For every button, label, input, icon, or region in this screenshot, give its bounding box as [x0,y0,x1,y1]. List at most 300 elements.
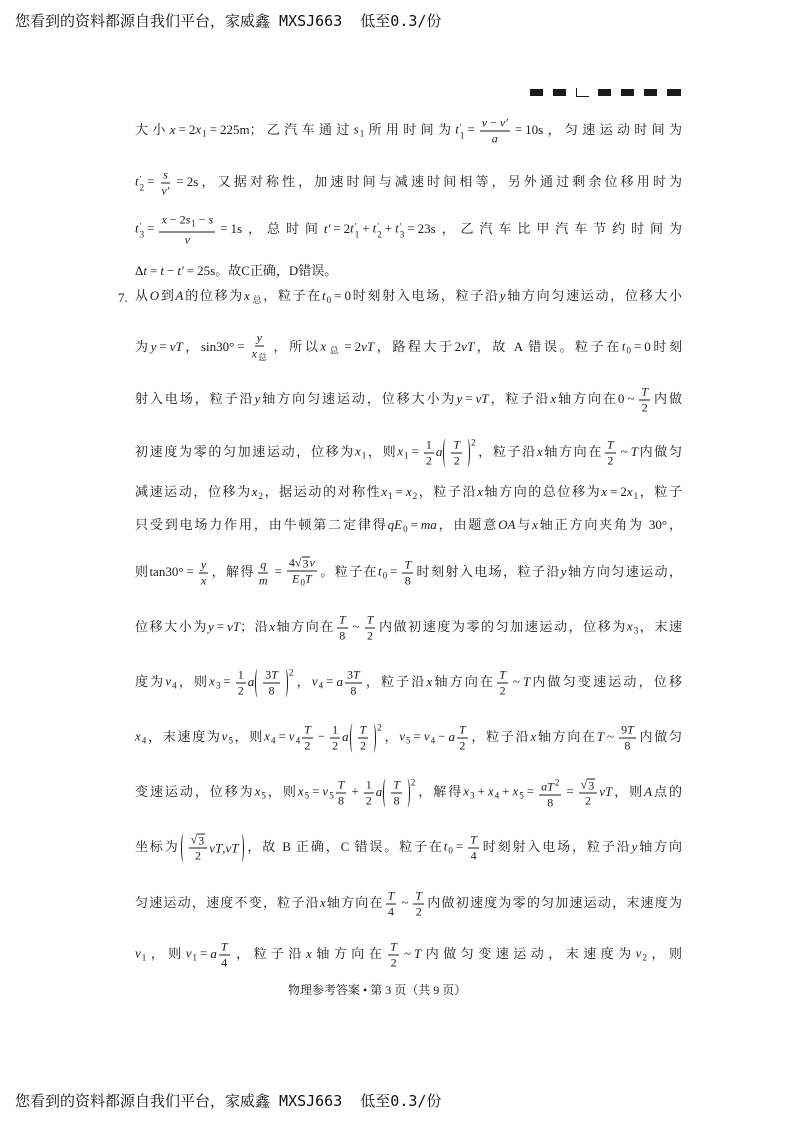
math-variable-base: vT [169,338,183,354]
math-variable-base: x [319,894,326,910]
text-run: 变速运动，位移为 [135,783,255,799]
math-variable-base: t [372,220,377,236]
right-parenthesis [405,779,410,808]
math-variable-base: T [499,667,506,682]
text-run: 时刻射入电场，粒子沿 [415,563,561,579]
parenthesized-expression [181,834,245,863]
math-operator: = [526,783,535,799]
math-operator: = [334,288,342,303]
math-variable-base: T [414,945,422,961]
math-variable-base: t [160,263,164,278]
fraction-denominator [183,233,192,247]
text-run: ，据运动的对称性 [263,484,382,499]
math-variable [209,840,222,856]
math-variable-base: T [304,571,312,586]
text-line [135,288,682,308]
math-symbol: 2 [343,220,351,236]
math-variable [260,558,266,572]
fraction-numerator [579,779,598,794]
fraction-denominator [159,184,171,198]
math-subscript: 总 [327,345,342,356]
math-subscript: 4 [430,735,436,746]
math-subscript: 3 [470,790,475,801]
fraction [386,890,397,919]
fraction-numerator [386,890,397,905]
math-variable [143,263,147,278]
math-variable-base: x [264,728,270,744]
math-variable [322,784,333,799]
math-variable-base: x [251,484,258,499]
fraction-numerator [619,724,636,739]
math-variable-base: x [397,443,404,459]
math-operator: = [312,783,320,799]
math-symbol: 8 [338,793,345,808]
text-run: 轴方向匀速运动，位移大小为 [260,390,457,406]
math-superscript: 2 [410,777,416,788]
math-symbol: 8 [404,573,411,588]
math-operator: + [351,783,359,799]
math-variable-base: T [630,443,638,459]
text-line [135,169,682,198]
math-operator: = [147,173,155,189]
text-run: ，总时间 [242,220,324,236]
fraction [330,724,340,753]
text-run: 从 [135,288,150,303]
math-subscript: 2 [258,491,263,501]
text-run: 为 [135,338,151,354]
math-subscript: 1 [459,130,465,140]
math-variable-base: t′ [323,220,331,236]
fraction [199,559,208,588]
fraction-denominator [545,796,555,810]
math-variable-base: x [512,783,519,799]
text-run: ，匀速运动时间为 [543,121,682,137]
math-subscript: 总 [250,295,264,305]
math-operator: + [502,783,510,799]
math-subscript: 0 [382,570,388,581]
math-symbol: 2 [365,793,372,808]
math-subscript: 1 [354,229,360,239]
math-variable-base: T [387,888,395,903]
math-variable [498,517,515,532]
text-run: ，粒子在 [263,288,323,303]
text-run: ，故 B 正确，C 错误。粒子在 [245,838,444,854]
math-operator: = [278,728,286,744]
text-line [135,439,682,468]
math-variable [627,619,638,634]
math-variable-base: y [150,338,157,354]
math-variable [210,946,217,961]
math-variable-base: T [390,939,397,954]
math-symbol: 2 [179,212,186,227]
math-variable-base: T [459,722,466,737]
math-scripts [355,222,360,238]
math-variable [248,674,255,689]
math-symbol: 0 [644,338,651,354]
math-subscript: 4 [318,680,324,691]
fraction [480,117,510,146]
fraction-denominator [348,684,358,698]
fraction [579,779,598,808]
math-variable-base: qE [387,517,403,532]
math-variable-base: v′ [499,115,508,130]
math-variable [208,619,214,634]
math-variable [342,729,349,744]
text-line [135,117,682,146]
math-variable-base: q [260,557,267,572]
math-variable [367,613,374,627]
math-symbol: , [222,840,226,855]
math-superscript: ′ [354,221,357,231]
math-variable [186,946,197,961]
fraction [219,941,230,970]
math-variable [406,484,417,499]
parenthesized-expression [383,779,415,808]
fraction-denominator [389,956,399,970]
fraction [539,777,561,810]
math-subscript: 3 [399,229,405,239]
math-symbol: 3 [265,667,272,682]
fraction [337,614,348,643]
text-run: ，解得 [416,783,464,799]
math-subscript: 总 [257,352,267,363]
math-operator: = [344,338,352,354]
text-line [135,386,682,415]
math-variable-base: T [470,832,477,847]
math-variable [641,385,648,399]
math-variable-base: x [601,484,608,499]
math-symbol: 2 [367,628,374,643]
text-run: ；沿 [240,618,270,634]
math-superscript: 2 [471,437,476,448]
math-variable [310,556,315,570]
math-operator: = [411,443,419,459]
text-run: ，故 A 错误。粒子在 [474,338,622,354]
math-operator: = [395,484,403,499]
math-subscript: 4 [270,735,276,746]
math-symbol: 8 [393,793,400,808]
math-variable-base: aT [541,779,554,794]
fraction-denominator [358,739,368,753]
math-variable-base: v′ [161,183,170,198]
radicand: 3 [302,556,309,571]
math-variable-base: A [644,783,653,799]
text-run: 。故C正确，D错误。 [215,263,338,278]
header-mark-bar [621,89,634,96]
fraction-denominator [257,574,270,588]
math-variable [201,558,206,572]
math-subscript: 4 [494,790,500,801]
math-subscript: 1 [361,450,367,461]
math-variable [252,484,263,499]
math-variable [271,668,278,682]
fraction [413,890,424,919]
math-variable [415,889,422,903]
math-variable-base: v [399,728,406,744]
math-variable [470,833,477,847]
math-operator: − [317,728,326,744]
fraction-numerator [236,669,246,684]
math-operator: = [610,484,618,499]
math-variable [244,288,263,303]
fraction-numerator [451,439,462,454]
math-symbol: 2 [304,738,311,753]
math-variable-base: a [247,673,255,689]
fraction-denominator [392,794,402,808]
math-variable-base: vT [599,783,613,799]
math-operator: = [390,563,398,579]
math-variable-base: s [208,212,214,227]
math-variable-base: T [337,777,345,792]
math-variable [636,946,647,961]
fraction [391,779,402,808]
math-variable [390,940,397,954]
math-subscript: 5 [329,790,334,801]
math-subscript: 1 [192,952,198,963]
math-operator: = [413,728,421,744]
math-subscript: 5 [519,790,524,801]
math-symbol: 2 [188,121,196,137]
math-variable [163,168,168,182]
page-footer: 物理参考答案 • 第 3 页（共 9 页） [288,983,467,997]
fraction-numerator [189,834,208,849]
text-run: ，粒子沿 [417,484,478,499]
math-variable-base: s [353,121,359,137]
text-run: 时刻 [650,338,682,354]
fraction [451,439,462,468]
math-variable [397,444,408,459]
math-variable [622,339,631,354]
text-line [135,484,682,504]
math-symbol: 2s [186,173,199,189]
math-variable-base: T [453,437,461,452]
math-variable-base: x [195,121,202,137]
math-operator: = [216,618,225,634]
math-variable-base: a [435,443,443,459]
fraction [619,724,636,753]
text-run: 时刻射入电场，粒子沿 [351,288,500,303]
math-superscript: ′ [459,122,462,132]
math-variable [455,121,465,140]
math-subscript: 4 [295,735,301,746]
math-variable-base: T [522,673,531,689]
fraction-denominator [452,454,462,468]
math-variable [135,729,146,744]
math-variable [259,574,268,588]
fraction-numerator [302,724,313,739]
math-variable-base: x [135,728,141,744]
math-variable-base: a [342,728,349,744]
math-variable [339,613,346,627]
text-line [135,777,682,810]
fraction [365,614,376,643]
text-line [135,557,682,590]
promo-banner-top: 您看到的资料都源自我们平台，家威鑫 MXSJ663 低至0.3/份 [15,12,442,30]
math-symbol: 2 [359,738,366,753]
fraction-denominator [365,629,375,643]
text-run: ，又据对称性，加速时间与减速时间相等，另外通过剩余位移用时为 [198,173,682,189]
math-superscript: ′ [399,221,402,231]
math-subscript: 2 [377,229,382,239]
math-symbol: 2 [620,484,627,499]
text-run: ，解得 [210,563,255,579]
math-variable-base: E [292,571,300,586]
math-variable [627,484,638,499]
math-operator: = [159,338,167,354]
text-run: 轴方向 [637,838,682,854]
fraction-denominator [457,739,467,753]
math-variable [436,444,443,459]
math-variable [151,339,157,354]
math-symbol: 2 [459,738,466,753]
fraction-denominator [330,739,340,753]
math-symbol: 2 [415,904,422,919]
math-variable-base: x [626,484,633,499]
math-variable [463,784,474,799]
math-variable [135,173,145,192]
math-symbol: Δ [135,263,144,278]
fraction [159,169,171,198]
math-variable [627,723,634,737]
math-symbol: 2 [641,400,648,415]
math-symbol: 10s [525,121,544,137]
math-variable-base: y [560,563,567,579]
fraction [302,724,313,753]
math-subscript: 1 [388,491,393,501]
math-variable-base: vT [209,840,223,855]
radicand: 3 [588,778,595,793]
math-variable-base: T [304,722,311,737]
text-line [135,890,682,919]
text-run: ，则 [366,443,398,459]
fraction-denominator [290,572,314,590]
text-run: ，末速度为 [146,728,222,744]
text-line [135,941,682,970]
parenthesized-expression [350,724,382,753]
math-variable-base: x [487,783,494,799]
fraction-numerator [391,779,402,794]
math-operator: + [384,220,393,236]
header-mark-corner [576,88,589,97]
text-run: 。粒子在 [318,563,378,579]
math-variable [488,784,499,799]
math-variable-base: t [395,220,399,236]
parenthesized-content [186,834,240,863]
math-symbol: 3 [346,667,353,682]
math-variable-base: x [426,673,433,689]
math-symbol: 4 [388,904,395,919]
math-scripts [140,175,145,191]
math-variable-base: T [596,728,605,744]
math-operator: = [186,563,194,579]
text-run: 内做匀变速运动，位移 [530,673,682,689]
text-run: ，则 [176,673,210,689]
math-subscript: 0 [626,345,631,356]
fraction-denominator [199,574,208,588]
math-symbol: 2 [584,793,591,808]
fraction [402,559,413,588]
math-variable [264,729,275,744]
fraction-numerator [345,669,362,684]
math-variable [209,213,214,227]
math-symbol: 4 [288,555,295,570]
math-variable [160,263,164,278]
text-run: ，粒子沿 [469,728,531,744]
math-variable-base: x [254,783,261,799]
math-subscript: 5 [261,790,266,801]
math-variable [353,668,360,682]
parenthesized-content [388,779,405,808]
text-run: 减速运动，位移为 [135,484,252,499]
math-operator: − [490,115,497,130]
math-variable-base: s [185,212,191,227]
text-run: ，粒子沿 [476,443,537,459]
math-variable [355,444,366,459]
math-variable [388,517,408,532]
math-variable-base: t [455,121,459,137]
math-variable-base: y [631,838,638,854]
math-operator: = [209,121,217,137]
math-operator: = [410,517,418,532]
fraction-denominator [414,905,424,919]
math-variable [225,840,238,856]
math-operator: ~ [620,443,628,459]
math-subscript: 1 [404,450,409,461]
parenthesized-content [260,669,283,698]
math-variable [644,784,652,799]
math-symbol: sin30° [200,338,235,354]
radical-sign: √ [294,555,302,570]
text-run: 匀速运动，速度不变，粒子沿 [135,894,320,910]
math-subscript: 3 [633,625,639,636]
text-line [135,724,682,753]
text-run: ，则 [232,728,265,744]
math-operator: = [274,563,282,579]
math-symbol: 2 [237,683,244,698]
math-variable [170,122,176,137]
fraction-numerator [402,559,413,574]
text-run: ，粒子沿 [363,673,427,689]
math-variable [305,572,312,586]
text-run: ，则 [146,945,186,961]
fraction [388,941,399,970]
math-variable [322,288,331,303]
text-run: 内做初速度为零的匀加速运动，末速度为 [426,894,682,910]
math-variable-base: T [338,612,346,627]
math-variable-base: T [271,667,278,682]
text-run: 轴方向在 [432,673,496,689]
math-operator: ~ [512,673,520,689]
right-parenthesis [371,724,376,753]
math-scripts [460,123,465,139]
fraction [250,332,269,365]
math-variable-base: x [477,484,483,499]
math-variable [482,116,487,130]
fraction-denominator [364,794,374,808]
text-run: ，末速 [638,618,682,634]
math-symbol: 8 [268,683,275,698]
fraction [336,779,347,808]
header-mark-bar [598,89,611,96]
math-variable-base: t [443,838,448,854]
math-symbol: 2 [332,738,339,753]
math-variable [170,339,183,354]
math-variable-base: T [627,722,634,737]
text-run: ，则 [646,945,682,961]
fraction-denominator [622,739,632,753]
math-variable [165,674,176,689]
math-scripts [140,222,145,238]
